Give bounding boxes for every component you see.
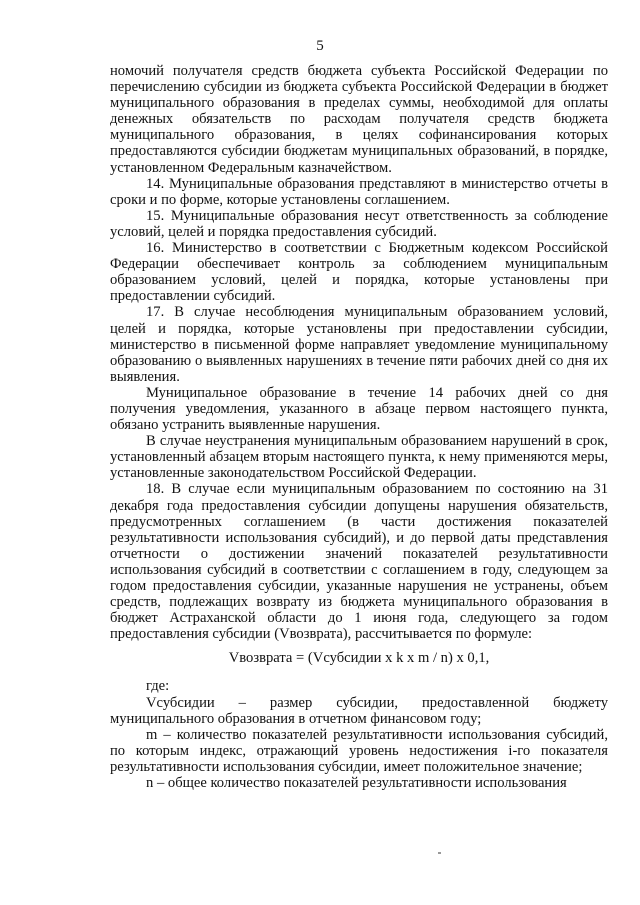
formula: Vвозврата = (Vсубсидии x k x m / n) x 0,1,	[228, 650, 490, 667]
paragraph-17-part-2: Муниципальное образование в течение 14 рабочих дней со дня получения уведомления, указанного в абзаце первом настоящего пункта, обязано устранить выявленные нарушения.	[110, 384, 608, 434]
definition-n: n – общее количество показателей результативности использования	[146, 775, 567, 792]
definition-m: m – количество показателей результативности использования субсидий, по которым индекс, отражающий уровень недостижения i-го показателя результативности использования субсидии, имеет положительное значение;	[110, 726, 608, 775]
paragraph-17-part-3: В случае неустранения муниципальным образованием нарушений в срок, установленный абзацем вторым настоящего пункта, к нему применяются меры, установленные законодательством Российской Федерации.	[110, 433, 608, 482]
paragraph-18: 18. В случае если муниципальным образованием по состоянию на 31 декабря года предоставления субсидии допущены нарушения обязательств, предусмотренных соглашением (в части достижения показателей результативности использования субсидий), и до первой даты представления отчетности о достижении значений показателей результативности использования субсидий в соответствии с соглашением в году, следующем за годом предоставления субсидии, указанные нарушения не устранены, объем средств, подлежащих возврату из бюджета муниципального образования в бюджет Астраханской области до 1 июня года, следующего за годом предоставления субсидии (Vвозврата), рассчитывается по формуле:	[110, 481, 608, 643]
paragraph-14: 14. Муниципальные образования представляют в министерство отчеты в сроки и по форме, которые установлены соглашением.	[110, 175, 608, 208]
paragraph-continuation: номочий получателя средств бюджета субъекта Российской Федерации по перечислению субсидии из бюджета субъекта Российской Федерации в бюджет муниципального образования в пределах суммы, необходимой для оплаты денежных обязательств по расходам получателя средств бюджета муниципального образования, в целях софинансирования которых предоставляются субсидии бюджетам муниципальных образований, в порядке, установленном Федеральным казначейством.	[110, 63, 608, 176]
paragraph-16: 16. Министерство в соответствии с Бюджетным кодексом Российской Федерации обеспечивает контроль за соблюдением муниципальным образованием условий, целей и порядка, которые установлены при предоставлении субсидий.	[110, 240, 608, 305]
scan-speck	[438, 852, 441, 854]
paragraph-17: 17. В случае несоблюдения муниципальным образованием условий, целей и порядка, которые установлены при предоставлении субсидии, министерство в письменной форме направляет уведомление муниципальному образованию о выявленных нарушениях в течение пяти рабочих дней со дня их выявления.	[110, 304, 608, 385]
where-label: где:	[146, 678, 170, 695]
page-number: 5	[316, 38, 324, 54]
document-body	[110, 63, 608, 791]
definition-v-subsidy: Vсубсидии – размер субсидии, предоставленной бюджету муниципального образования в отчетном финансовом году;	[110, 694, 608, 727]
paragraph-15: 15. Муниципальные образования несут ответственность за соблюдение условий, целей и порядка предоставления субсидий.	[110, 207, 608, 240]
